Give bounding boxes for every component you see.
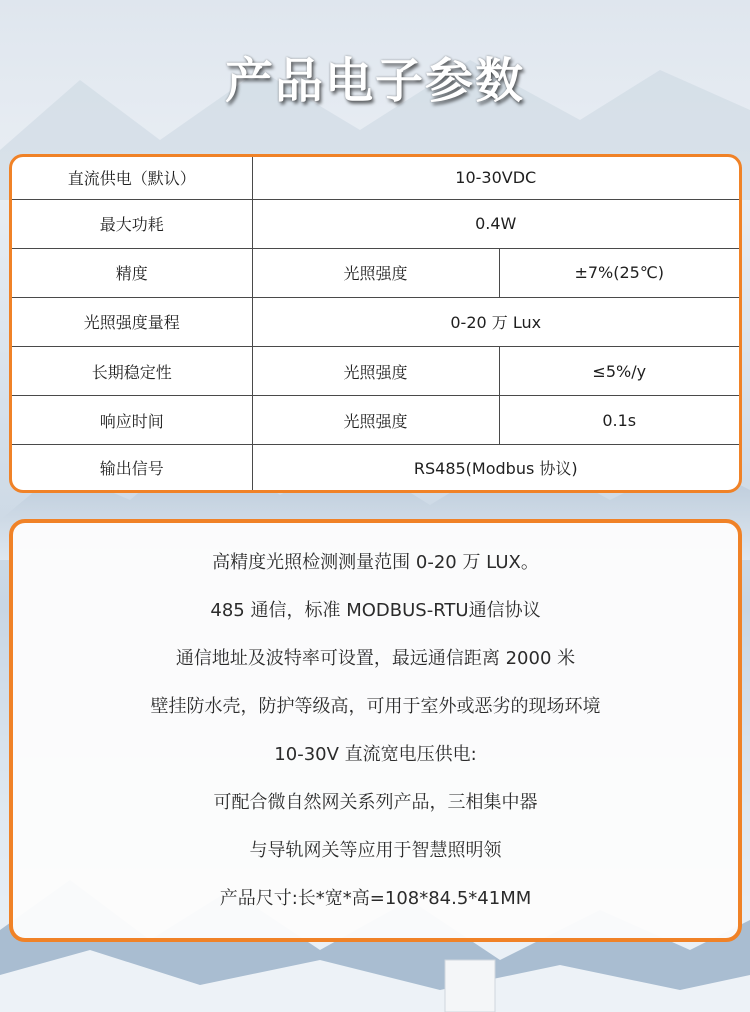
table-row: [12, 297, 739, 346]
spec-label: 最大功耗: [12, 199, 252, 248]
features-panel: [9, 519, 742, 942]
table-row: [12, 248, 739, 297]
spec-label: 光照强度量程: [12, 297, 252, 346]
feature-line: 产品尺寸:长*宽*高=108*84.5*41MM: [219, 888, 532, 909]
spec-value: 0-20 万 Lux: [252, 297, 739, 346]
table-row: [12, 347, 739, 396]
spec-value: 0.4W: [252, 199, 739, 248]
table-row: [12, 445, 739, 490]
spec-label: 响应时间: [12, 396, 252, 445]
spec-value: 0.1s: [499, 396, 739, 445]
spec-value: ≤5%/y: [499, 347, 739, 396]
feature-line: 高精度光照检测测量范围 0-20 万 LUX。: [212, 552, 539, 573]
table-row: [12, 157, 739, 199]
spec-table-panel: [9, 154, 742, 493]
spec-sublabel: 光照强度: [252, 396, 499, 445]
feature-line: 485 通信，标准 MODBUS-RTU通信协议: [210, 600, 541, 621]
spec-label: 精度: [12, 248, 252, 297]
feature-line: 通信地址及波特率可设置，最远通信距离 2000 米: [175, 648, 576, 669]
spec-label: 输出信号: [12, 445, 252, 490]
spec-sublabel: 光照强度: [252, 248, 499, 297]
page-title: 产品电子参数: [224, 53, 525, 109]
spec-value: 10-30VDC: [252, 157, 739, 199]
table-row: [12, 199, 739, 248]
feature-line: 10-30V 直流宽电压供电:: [274, 744, 477, 765]
spec-label: 直流供电（默认）: [12, 157, 252, 199]
spec-value: RS485(Modbus 协议): [252, 445, 739, 490]
feature-line: 与导轨网关等应用于智慧照明领: [249, 840, 502, 861]
table-row: [12, 396, 739, 445]
spec-sublabel: 光照强度: [252, 347, 499, 396]
feature-line: 可配合微自然网关系列产品，三相集中器: [213, 792, 538, 813]
feature-line: 壁挂防水壳，防护等级高，可用于室外或恶劣的现场环境: [150, 696, 601, 717]
spec-table: [12, 157, 739, 490]
spec-label: 长期稳定性: [12, 347, 252, 396]
spec-value: ±7%(25℃): [499, 248, 739, 297]
